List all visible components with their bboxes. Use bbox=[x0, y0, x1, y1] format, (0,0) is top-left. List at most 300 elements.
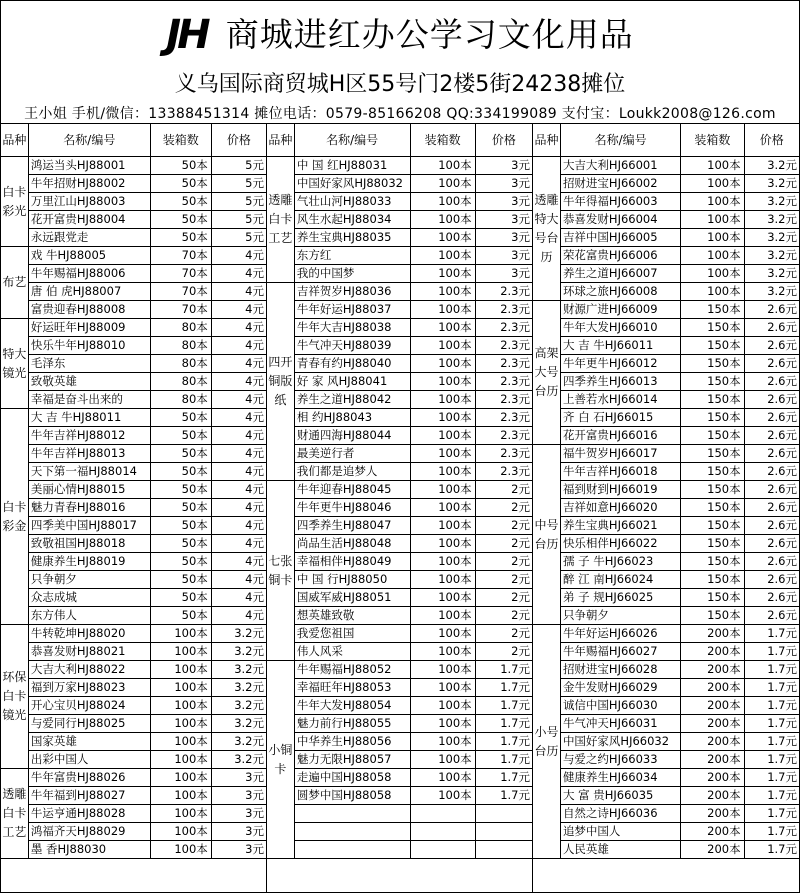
name-cell: 致敬英雄 bbox=[28, 373, 150, 391]
table-row bbox=[267, 589, 532, 607]
name-cell: 花开富贵HJ66016 bbox=[560, 427, 680, 445]
box-count-cell: 200本 bbox=[681, 823, 744, 841]
box-count-cell: 50本 bbox=[150, 157, 211, 175]
box-count-cell: 200本 bbox=[681, 733, 744, 751]
box-count-cell: 50本 bbox=[150, 427, 211, 445]
table-row bbox=[533, 823, 799, 841]
name-cell: 牛气冲天HJ66031 bbox=[560, 715, 680, 733]
name-cell: 中 国 行HJ88050 bbox=[294, 571, 410, 589]
box-count-cell: 150本 bbox=[681, 427, 744, 445]
category-cell: 透雕白卡工艺 bbox=[1, 769, 28, 859]
price-cell: 2.3元 bbox=[475, 373, 532, 391]
price-cell: 2元 bbox=[475, 589, 532, 607]
name-cell: 中 国 红HJ88031 bbox=[294, 157, 410, 175]
table-row bbox=[1, 823, 266, 841]
table-row bbox=[267, 697, 532, 715]
price-cell: 3元 bbox=[211, 769, 266, 787]
box-count-cell: 100本 bbox=[410, 715, 475, 733]
price-cell: 3元 bbox=[211, 787, 266, 805]
name-cell: 好 家 风HJ88041 bbox=[294, 373, 410, 391]
table-row bbox=[533, 445, 799, 463]
name-cell: 福到万家HJ88023 bbox=[28, 679, 150, 697]
name-cell: 我的中国梦 bbox=[294, 265, 410, 283]
box-count-cell: 80本 bbox=[150, 391, 211, 409]
price-cell: 3.2元 bbox=[211, 661, 266, 679]
price-cell: 5元 bbox=[211, 229, 266, 247]
name-cell: 只争朝夕 bbox=[560, 607, 680, 625]
box-count-cell: 50本 bbox=[150, 175, 211, 193]
table-row bbox=[1, 319, 266, 337]
name-cell: 只争朝夕 bbox=[28, 571, 150, 589]
name-cell: 好运旺年HJ88009 bbox=[28, 319, 150, 337]
box-count-cell: 100本 bbox=[150, 661, 211, 679]
category-cell: 中号台历 bbox=[533, 445, 560, 625]
price-cell: 1.7元 bbox=[475, 787, 532, 805]
price-columns bbox=[1, 123, 799, 892]
name-cell: 牛年富贵HJ88026 bbox=[28, 769, 150, 787]
box-count-cell: 150本 bbox=[681, 553, 744, 571]
price-cell: 2.3元 bbox=[475, 409, 532, 427]
box-count-cell: 150本 bbox=[681, 319, 744, 337]
name-cell: 吉祥如意HJ66020 bbox=[560, 499, 680, 517]
table-row bbox=[533, 661, 799, 679]
name-cell: 醉 江 南HJ66024 bbox=[560, 571, 680, 589]
name-cell: 快乐牛年HJ88010 bbox=[28, 337, 150, 355]
price-cell: 5元 bbox=[211, 175, 266, 193]
name-cell: 牛年吉祥HJ88012 bbox=[28, 427, 150, 445]
box-count-cell: 150本 bbox=[681, 499, 744, 517]
table-row bbox=[533, 751, 799, 769]
table-row bbox=[533, 589, 799, 607]
name-cell: 想英雄致敬 bbox=[294, 607, 410, 625]
address-line: 义乌国际商贸城H区55号门2楼5街24238摊位 bbox=[174, 72, 626, 97]
header-price: 价格 bbox=[744, 124, 799, 157]
price-table bbox=[533, 123, 799, 859]
table-row bbox=[267, 733, 532, 751]
name-cell: 幸福是奋斗出来的 bbox=[28, 391, 150, 409]
price-cell: 4元 bbox=[211, 247, 266, 265]
table-row bbox=[533, 841, 799, 859]
box-count-cell: 50本 bbox=[150, 193, 211, 211]
price-cell: 2.6元 bbox=[744, 391, 799, 409]
name-cell: 牛年更牛HJ66012 bbox=[560, 355, 680, 373]
name-cell: 中国好家风HJ66032 bbox=[560, 733, 680, 751]
box-count-cell: 100本 bbox=[410, 355, 475, 373]
price-cell: 3.2元 bbox=[211, 733, 266, 751]
price-cell: 2.6元 bbox=[744, 427, 799, 445]
name-cell: 鸿福齐天HJ88029 bbox=[28, 823, 150, 841]
name-cell: 富贵迎春HJ88008 bbox=[28, 301, 150, 319]
price-cell: 3元 bbox=[211, 841, 266, 859]
price-cell bbox=[475, 823, 532, 841]
name-cell: 国家英雄 bbox=[28, 733, 150, 751]
price-cell: 2.3元 bbox=[475, 337, 532, 355]
name-cell: 牛年迎春HJ88045 bbox=[294, 481, 410, 499]
name-cell: 快乐相伴HJ66022 bbox=[560, 535, 680, 553]
price-cell: 4元 bbox=[211, 571, 266, 589]
table-row bbox=[267, 247, 532, 265]
table-row bbox=[267, 679, 532, 697]
table-row bbox=[267, 499, 532, 517]
table-header-row bbox=[1, 124, 266, 157]
name-cell: 国威军威HJ88051 bbox=[294, 589, 410, 607]
table-row bbox=[533, 607, 799, 625]
price-cell: 1.7元 bbox=[744, 841, 799, 859]
category-cell: 高架大号台历 bbox=[533, 301, 560, 445]
category-cell: 透雕特大号台历 bbox=[533, 157, 560, 301]
price-cell: 2.6元 bbox=[744, 319, 799, 337]
name-cell: 东方红 bbox=[294, 247, 410, 265]
category-cell: 小号台历 bbox=[533, 625, 560, 859]
box-count-cell: 150本 bbox=[681, 409, 744, 427]
box-count-cell: 100本 bbox=[410, 787, 475, 805]
box-count-cell: 100本 bbox=[410, 751, 475, 769]
box-count-cell: 100本 bbox=[410, 481, 475, 499]
price-cell: 2.6元 bbox=[744, 337, 799, 355]
price-cell: 4元 bbox=[211, 283, 266, 301]
table-row bbox=[1, 535, 266, 553]
price-cell: 2.6元 bbox=[744, 535, 799, 553]
price-cell: 1.7元 bbox=[475, 715, 532, 733]
box-count-cell: 200本 bbox=[681, 679, 744, 697]
price-cell bbox=[475, 805, 532, 823]
box-count-cell: 150本 bbox=[681, 445, 744, 463]
box-count-cell: 50本 bbox=[150, 571, 211, 589]
name-cell: 魅力无限HJ88057 bbox=[294, 751, 410, 769]
name-cell: 相 约HJ88043 bbox=[294, 409, 410, 427]
price-cell: 2.6元 bbox=[744, 463, 799, 481]
price-cell: 1.7元 bbox=[744, 805, 799, 823]
price-cell: 4元 bbox=[211, 427, 266, 445]
box-count-cell: 100本 bbox=[410, 463, 475, 481]
box-count-cell: 100本 bbox=[410, 535, 475, 553]
name-cell: 上善若水HJ66014 bbox=[560, 391, 680, 409]
price-cell: 1.7元 bbox=[744, 733, 799, 751]
name-cell: 孺 子 牛HJ66023 bbox=[560, 553, 680, 571]
table-row bbox=[533, 571, 799, 589]
table-row bbox=[267, 391, 532, 409]
price-cell: 3.2元 bbox=[211, 697, 266, 715]
price-cell: 2元 bbox=[475, 571, 532, 589]
name-cell bbox=[294, 805, 410, 823]
table-row bbox=[1, 841, 266, 859]
name-cell: 牛年招财HJ88002 bbox=[28, 175, 150, 193]
name-cell: 圆梦中国HJ88058 bbox=[294, 787, 410, 805]
name-cell: 牛转乾坤HJ88020 bbox=[28, 625, 150, 643]
box-count-cell: 100本 bbox=[410, 157, 475, 175]
name-cell: 与爱之约HJ66033 bbox=[560, 751, 680, 769]
box-count-cell: 50本 bbox=[150, 409, 211, 427]
price-cell: 4元 bbox=[211, 265, 266, 283]
table-row bbox=[267, 643, 532, 661]
name-cell: 大 吉 牛HJ88011 bbox=[28, 409, 150, 427]
name-cell: 牛年赐福HJ88006 bbox=[28, 265, 150, 283]
box-count-cell: 150本 bbox=[681, 391, 744, 409]
box-count-cell: 100本 bbox=[410, 301, 475, 319]
table-row bbox=[1, 193, 266, 211]
box-count-cell: 100本 bbox=[681, 247, 744, 265]
price-cell: 1.7元 bbox=[744, 625, 799, 643]
table-row bbox=[1, 445, 266, 463]
table-row bbox=[267, 517, 532, 535]
name-cell: 弟 子 规HJ66025 bbox=[560, 589, 680, 607]
table-row bbox=[1, 697, 266, 715]
table-row bbox=[1, 661, 266, 679]
header bbox=[1, 1, 799, 123]
box-count-cell: 100本 bbox=[150, 787, 211, 805]
table-header-row bbox=[267, 124, 532, 157]
box-count-cell: 70本 bbox=[150, 247, 211, 265]
table-row bbox=[533, 373, 799, 391]
box-count-cell: 100本 bbox=[410, 373, 475, 391]
box-count-cell: 50本 bbox=[150, 445, 211, 463]
table-row bbox=[1, 679, 266, 697]
table-row bbox=[533, 769, 799, 787]
name-cell: 四季养生HJ66013 bbox=[560, 373, 680, 391]
name-cell: 牛年大发HJ88054 bbox=[294, 697, 410, 715]
box-count-cell: 50本 bbox=[150, 481, 211, 499]
box-count-cell: 100本 bbox=[681, 193, 744, 211]
table-row bbox=[533, 481, 799, 499]
price-cell: 2.6元 bbox=[744, 571, 799, 589]
box-count-cell: 100本 bbox=[150, 697, 211, 715]
table-row bbox=[267, 553, 532, 571]
table-row bbox=[267, 805, 532, 823]
price-cell: 5元 bbox=[211, 157, 266, 175]
box-count-cell: 100本 bbox=[410, 409, 475, 427]
table-row bbox=[533, 265, 799, 283]
header-box: 装箱数 bbox=[150, 124, 211, 157]
table-row bbox=[267, 409, 532, 427]
price-cell: 3.2元 bbox=[211, 715, 266, 733]
price-cell: 2元 bbox=[475, 517, 532, 535]
box-count-cell: 50本 bbox=[150, 517, 211, 535]
name-cell: 走遍中国HJ88058 bbox=[294, 769, 410, 787]
box-count-cell: 100本 bbox=[410, 229, 475, 247]
category-cell: 布艺 bbox=[1, 247, 28, 319]
table-row bbox=[267, 445, 532, 463]
table-row bbox=[267, 607, 532, 625]
box-count-cell: 200本 bbox=[681, 625, 744, 643]
price-cell: 2.3元 bbox=[475, 355, 532, 373]
category-cell: 环保白卡镜光 bbox=[1, 625, 28, 769]
price-column-1 bbox=[1, 123, 267, 892]
box-count-cell: 200本 bbox=[681, 769, 744, 787]
box-count-cell: 100本 bbox=[150, 769, 211, 787]
price-cell: 3元 bbox=[475, 175, 532, 193]
name-cell: 唐 伯 虎HJ88007 bbox=[28, 283, 150, 301]
price-cell: 3.2元 bbox=[744, 157, 799, 175]
box-count-cell: 200本 bbox=[681, 715, 744, 733]
page-title: 商城进红办公学习文化用品 bbox=[225, 15, 634, 54]
price-cell: 2.3元 bbox=[475, 283, 532, 301]
name-cell: 戏 牛HJ88005 bbox=[28, 247, 150, 265]
price-cell: 3元 bbox=[211, 805, 266, 823]
price-cell: 3.2元 bbox=[744, 193, 799, 211]
box-count-cell: 200本 bbox=[681, 697, 744, 715]
header-name: 名称/编号 bbox=[28, 124, 150, 157]
price-cell: 2.6元 bbox=[744, 499, 799, 517]
table-row bbox=[267, 535, 532, 553]
price-cell: 3.2元 bbox=[211, 751, 266, 769]
name-cell: 追梦中国人 bbox=[560, 823, 680, 841]
name-cell: 吉祥贺岁HJ88036 bbox=[294, 283, 410, 301]
price-cell: 3.2元 bbox=[744, 265, 799, 283]
box-count-cell: 100本 bbox=[410, 571, 475, 589]
header-name: 名称/编号 bbox=[560, 124, 680, 157]
box-count-cell: 100本 bbox=[681, 265, 744, 283]
table-row bbox=[267, 355, 532, 373]
category-cell: 特大镜光 bbox=[1, 319, 28, 409]
table-row bbox=[267, 229, 532, 247]
name-cell: 招财进宝HJ66028 bbox=[560, 661, 680, 679]
table-row bbox=[533, 679, 799, 697]
name-cell: 毛泽东 bbox=[28, 355, 150, 373]
table-row bbox=[267, 301, 532, 319]
box-count-cell: 100本 bbox=[410, 733, 475, 751]
price-cell: 4元 bbox=[211, 553, 266, 571]
box-count-cell: 50本 bbox=[150, 553, 211, 571]
name-cell: 天下第一福HJ88014 bbox=[28, 463, 150, 481]
price-cell: 2元 bbox=[475, 499, 532, 517]
price-cell: 1.7元 bbox=[744, 751, 799, 769]
box-count-cell: 150本 bbox=[681, 535, 744, 553]
name-cell: 花开富贵HJ88004 bbox=[28, 211, 150, 229]
price-cell: 2元 bbox=[475, 607, 532, 625]
price-cell: 4元 bbox=[211, 463, 266, 481]
box-count-cell: 100本 bbox=[410, 589, 475, 607]
box-count-cell: 150本 bbox=[681, 589, 744, 607]
name-cell: 最美逆行者 bbox=[294, 445, 410, 463]
name-cell: 养生宝典HJ88035 bbox=[294, 229, 410, 247]
table-row bbox=[533, 697, 799, 715]
table-row bbox=[1, 787, 266, 805]
table-row bbox=[1, 409, 266, 427]
name-cell: 牛年赐福HJ88052 bbox=[294, 661, 410, 679]
box-count-cell: 50本 bbox=[150, 589, 211, 607]
table-row bbox=[533, 211, 799, 229]
table-row bbox=[1, 499, 266, 517]
table-row bbox=[267, 157, 532, 175]
name-cell: 牛年得福HJ66003 bbox=[560, 193, 680, 211]
name-cell: 金牛发财HJ66029 bbox=[560, 679, 680, 697]
name-cell: 风生水起HJ88034 bbox=[294, 211, 410, 229]
price-cell: 4元 bbox=[211, 445, 266, 463]
name-cell: 吉祥中国HJ66005 bbox=[560, 229, 680, 247]
name-cell bbox=[294, 841, 410, 859]
price-cell: 3元 bbox=[211, 823, 266, 841]
name-cell: 幸福旺年HJ88053 bbox=[294, 679, 410, 697]
price-cell: 3.2元 bbox=[211, 679, 266, 697]
box-count-cell: 100本 bbox=[681, 211, 744, 229]
name-cell: 东方伟人 bbox=[28, 607, 150, 625]
table-row bbox=[1, 355, 266, 373]
table-row bbox=[267, 715, 532, 733]
price-cell: 3元 bbox=[475, 247, 532, 265]
price-cell: 1.7元 bbox=[475, 751, 532, 769]
table-row bbox=[267, 571, 532, 589]
price-cell: 4元 bbox=[211, 319, 266, 337]
table-row bbox=[1, 391, 266, 409]
name-cell: 牛年福到HJ88027 bbox=[28, 787, 150, 805]
box-count-cell: 100本 bbox=[150, 805, 211, 823]
name-cell: 恭喜发财HJ88021 bbox=[28, 643, 150, 661]
table-row bbox=[1, 175, 266, 193]
table-row bbox=[533, 229, 799, 247]
box-count-cell: 150本 bbox=[681, 571, 744, 589]
price-cell: 1.7元 bbox=[744, 715, 799, 733]
box-count-cell: 100本 bbox=[150, 751, 211, 769]
box-count-cell: 200本 bbox=[681, 661, 744, 679]
table-row bbox=[267, 175, 532, 193]
price-cell bbox=[475, 841, 532, 859]
table-row bbox=[267, 751, 532, 769]
box-count-cell: 100本 bbox=[410, 337, 475, 355]
table-row bbox=[533, 787, 799, 805]
price-cell: 4元 bbox=[211, 355, 266, 373]
name-cell: 牛年赐福HJ66027 bbox=[560, 643, 680, 661]
name-cell: 自然之诗HJ66036 bbox=[560, 805, 680, 823]
table-row bbox=[533, 499, 799, 517]
name-cell: 中华养生HJ88056 bbox=[294, 733, 410, 751]
name-cell: 牛年吉祥HJ88013 bbox=[28, 445, 150, 463]
box-count-cell: 100本 bbox=[410, 643, 475, 661]
name-cell: 永远跟党走 bbox=[28, 229, 150, 247]
name-cell: 尚品生活HJ88048 bbox=[294, 535, 410, 553]
price-cell: 4元 bbox=[211, 481, 266, 499]
name-cell: 与爱同行HJ88025 bbox=[28, 715, 150, 733]
price-cell: 4元 bbox=[211, 517, 266, 535]
box-count-cell: 150本 bbox=[681, 301, 744, 319]
category-cell: 七张铜卡 bbox=[267, 481, 294, 661]
name-cell: 人民英雄 bbox=[560, 841, 680, 859]
table-row bbox=[267, 769, 532, 787]
price-column-3 bbox=[533, 123, 799, 892]
box-count-cell: 50本 bbox=[150, 463, 211, 481]
name-cell: 墨 香HJ88030 bbox=[28, 841, 150, 859]
name-cell: 伟人风采 bbox=[294, 643, 410, 661]
table-row bbox=[533, 517, 799, 535]
name-cell: 魅力青春HJ88016 bbox=[28, 499, 150, 517]
box-count-cell: 100本 bbox=[410, 283, 475, 301]
price-cell: 2.6元 bbox=[744, 373, 799, 391]
price-cell: 2元 bbox=[475, 643, 532, 661]
box-count-cell: 150本 bbox=[681, 607, 744, 625]
box-count-cell: 100本 bbox=[410, 391, 475, 409]
table-row bbox=[1, 571, 266, 589]
box-count-cell: 100本 bbox=[410, 769, 475, 787]
price-cell: 2.3元 bbox=[475, 463, 532, 481]
box-count-cell: 50本 bbox=[150, 229, 211, 247]
box-count-cell: 100本 bbox=[410, 319, 475, 337]
box-count-cell: 80本 bbox=[150, 355, 211, 373]
box-count-cell: 150本 bbox=[681, 463, 744, 481]
box-count-cell: 100本 bbox=[150, 715, 211, 733]
name-cell: 牛气冲天HJ88039 bbox=[294, 337, 410, 355]
price-cell: 2元 bbox=[475, 481, 532, 499]
price-cell: 1.7元 bbox=[475, 769, 532, 787]
table-row bbox=[1, 265, 266, 283]
table-row bbox=[267, 265, 532, 283]
box-count-cell: 50本 bbox=[150, 499, 211, 517]
table-row bbox=[1, 283, 266, 301]
table-row bbox=[267, 211, 532, 229]
price-cell: 4元 bbox=[211, 409, 266, 427]
price-cell: 2元 bbox=[475, 535, 532, 553]
box-count-cell bbox=[410, 823, 475, 841]
box-count-cell: 100本 bbox=[410, 607, 475, 625]
name-cell: 大 富 贵HJ66035 bbox=[560, 787, 680, 805]
